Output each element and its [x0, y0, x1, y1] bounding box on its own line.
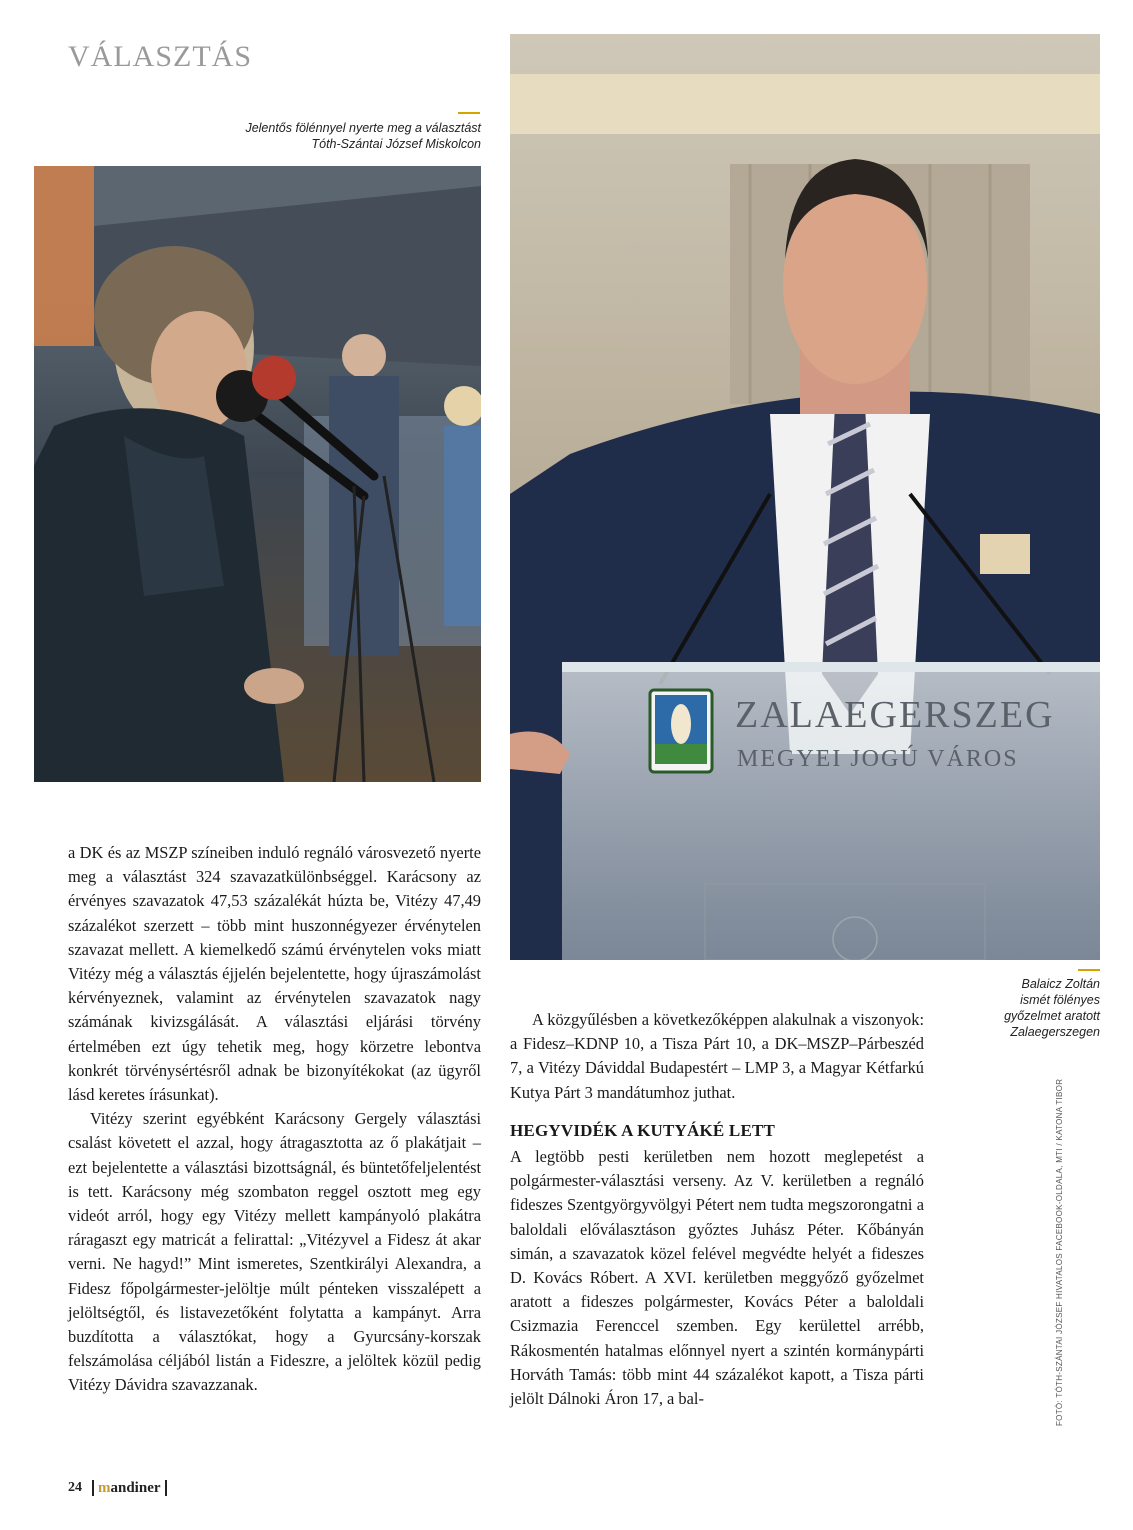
- caption-accent-line: [1078, 969, 1100, 971]
- photo-zalaegerszeg: [510, 34, 1100, 960]
- logo-text: andiner: [110, 1480, 161, 1496]
- photo-miskolc: [34, 166, 481, 782]
- article-column-left: [68, 841, 481, 1398]
- page-footer: [68, 1480, 167, 1496]
- caption-line: Jelentős fölénnyel nyerte meg a választást: [245, 121, 481, 135]
- section-title: VÁLASZTÁS: [68, 40, 253, 73]
- page-number: 24: [68, 1480, 82, 1495]
- caption-accent-line: [458, 112, 480, 114]
- photo-credit: FOTÓ: TÓTH-SZÁNTAI JÓZSEF HIVATALOS FACEBOOK-OLDALA, MTI / KATONA TIBOR: [1055, 1078, 1064, 1426]
- magazine-logo: [92, 1480, 167, 1496]
- caption-line: győzelmet aratott: [1004, 1009, 1100, 1023]
- article-paragraph: A legtöbb pesti kerületben nem hozott meglepetést a polgármester-választási verseny. Az V. kerületben a regnáló fideszes Szentgyörgyvölgyi Pétert nem tudta megszorongatni a baloldali előválasztáson győztes Juhász Péter. Kőbányán simán, a szavazatok közel felével megvédte helyét a fideszes D. Kovács Róbert. A XVI. kerületben meggyőző győzelmet aratott a fideszes polgármester, Kovács Péter a baloldali Csizmazia Ferenccel szemben. Egy kerülettel arrébb, Rákosmentén hatalmas előnnyel nyert a szintén kormánypárti Horváth Tamás: több mint 44 százalékot kapott, a Tisza párti jelölt Dálnoki Áron 17, a bal-: [510, 1147, 924, 1409]
- caption-line: Zalaegerszegen: [1010, 1025, 1100, 1039]
- caption-line: Balaicz Zoltán: [1021, 977, 1100, 991]
- article-paragraph: A közgyűlésben a következőképpen alakulnak a viszonyok: a Fidesz–KDNP 10, a Tisza Párt 10, a DK–MSZP–Párbeszéd 7, a Vitézy Dáviddal Budapestért – LMP 3, a Magyar Kétfarkú Kutya Párt 3 mandátumhoz juthat.: [510, 1010, 924, 1102]
- article-column-right: [510, 1008, 924, 1411]
- article-paragraph: Vitézy szerint egyébként Karácsony Gergely választási csalást követett el azzal, hogy átragasztotta az ő plakátjait – ezt bejelentette a választási bizottságnál, és büntetőfeljelentést is tett. Karácsony még szombaton reggel osztott meg egy videót arról, hogy egy Vitézy mellett kampányoló plakátra ráragaszt egy matricát a felirattal: „Vitézyvel a Fidesz át akar verni. Ne hagyd!” Mint ismeretes, Szentkirályi Alexandra, a Fidesz főpolgármester-jelöltje múlt pénteken visszalépett a jelöltségtől, és listavezetőként folytatta a kampányt. Arra buzdította a választókat, hogy a Gyurcsány-korszak felszámolása céljából listán a Fideszre, a jelöltek közül pedig Vitézy Dávidra szavazzanak.: [68, 1109, 481, 1395]
- caption-line: Tóth-Szántai József Miskolcon: [311, 137, 481, 151]
- podium-city-subtitle: MEGYEI JOGÚ VÁROS: [737, 746, 1019, 772]
- photo-caption-left: [180, 120, 481, 152]
- podium-city-name: ZALAEGERSZEG: [735, 694, 1055, 736]
- article-paragraph: a DK és az MSZP színeiben induló regnáló városvezető nyerte meg a választást 324 szavazatkülönbséggel. Karácsony az érvényes szavazatok 47,53 százalékát húzta be, Vitézy 47,49 százalékot szerzett – több mint huszonnégyezer érvénytelen szavazat mellett. A kiemelkedő számú érvénytelen voks miatt Vitézy még a választás éjjelén bejelentette, hogy újraszámolást kérvényeznek, valamint az érvénytelen szavazatok nagy számának kivizsgálását. A választási eljárási törvény értelmében ezt úgy tehetik meg, hogy körzetre lebontva konkrét törvénysértésről adnak be bizonyítékokat (az ügyről lásd keretes írásunkat).: [68, 843, 481, 1105]
- photo-caption-right: [950, 976, 1100, 1040]
- logo-letter: m: [98, 1480, 111, 1496]
- section-subheading: HEGYVIDÉK A KUTYÁKÉ LETT: [510, 1120, 776, 1140]
- caption-line: ismét fölényes: [1020, 993, 1100, 1007]
